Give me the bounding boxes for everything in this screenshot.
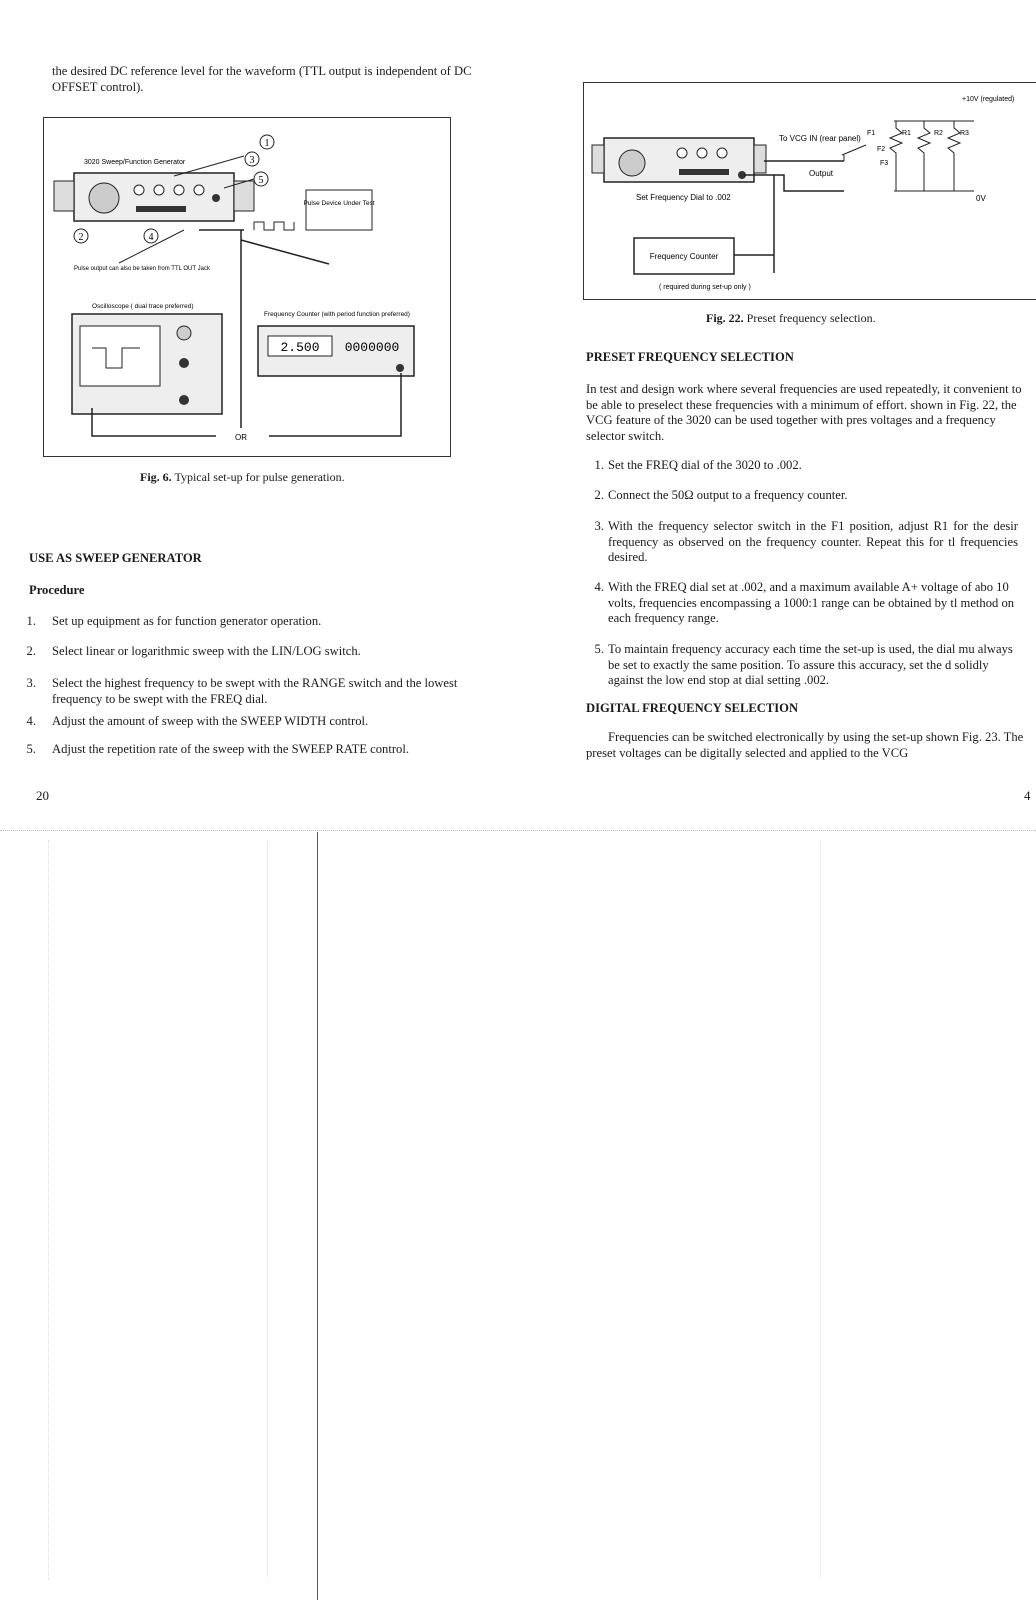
figure-22-caption-text: Preset frequency selection. xyxy=(746,311,876,325)
sweep-step-1 xyxy=(20,614,460,630)
faint-guide-3 xyxy=(820,840,821,1580)
sweep-step-2 xyxy=(20,644,460,660)
preset-paragraph: In test and design work where several frequencies are used repeatedly, it convenient to be able to preselect these frequencies with a minimum of effort. shown in Fig. 22, the VCG feature of the 3020 can be used together with pres voltages and a frequency selector switch. xyxy=(586,382,1022,443)
label-f3: F3 xyxy=(880,160,889,167)
step-number: 5. xyxy=(594,642,604,656)
callout-4: 4 xyxy=(148,232,154,243)
to-vcg-label: To VCG IN (rear panel) xyxy=(779,134,861,143)
step-text: Set the FREQ dial of the 3020 to .002. xyxy=(608,458,802,472)
digital-paragraph: Frequencies can be switched electronically by using the set-up shown Fig. 23. The preset voltages can be digitally selected and applied to the VCG xyxy=(586,730,1024,760)
callout-5: 5 xyxy=(258,175,264,186)
step-text: Select linear or logarithmic sweep with the LIN/LOG switch. xyxy=(52,644,361,658)
step-text: With the FREQ dial set at .002, and a maximum available A+ voltage of abo 10 volts, frequencies encompassing a 1000:1 range can be obtained by tl method on each frequency range. xyxy=(608,580,1015,625)
label-r1: R1 xyxy=(902,130,911,137)
scope-label: Oscilloscope ( dual trace preferred) xyxy=(92,303,194,310)
step-number: 2. xyxy=(594,488,604,502)
preset-step-2 xyxy=(588,488,1036,504)
step-number: 1. xyxy=(594,458,604,472)
label-r2: R2 xyxy=(934,130,943,137)
label-f2: F2 xyxy=(877,146,886,153)
figure-6-caption xyxy=(140,470,345,485)
zero-v-label: 0V xyxy=(976,194,986,203)
faint-guide-1 xyxy=(48,840,49,1580)
callout-1: 1 xyxy=(264,138,270,149)
step-number: 4. xyxy=(594,580,604,594)
step-text: Adjust the repetition rate of the sweep with the SWEEP RATE control. xyxy=(52,742,409,756)
step-text: With the frequency selector switch in the F1 position, adjust R1 for the desir frequency as observed on the frequency counter. Repeat this for tl frequencies desired. xyxy=(608,519,1018,564)
set-frequency-text: Set Frequency Dial to .002 xyxy=(636,193,731,202)
pulse-device-label: Pulse Device Under Test xyxy=(303,200,375,207)
page-divider xyxy=(0,830,1036,831)
figure-22-drawing xyxy=(584,83,1036,298)
faint-guide-2 xyxy=(267,840,268,1580)
page-number-right: 4 xyxy=(1024,788,1031,803)
generator-label: 3020 Sweep/Function Generator xyxy=(84,159,186,166)
counter-box-label: Frequency Counter xyxy=(649,252,719,261)
step-text: Set up equipment as for function generator operation. xyxy=(52,614,322,628)
intro-paragraph: the desired DC reference level for the waveform (TTL output is independent of DC OFFSET control). xyxy=(52,64,472,94)
or-label: OR xyxy=(235,433,247,442)
callout-2: 2 xyxy=(78,232,84,243)
required-note: ( required during set-up only ) xyxy=(659,284,751,291)
step-text: Select the highest frequency to be swept with the RANGE switch and the lowest frequency to be swept with the FREQ dial. xyxy=(52,676,458,706)
step-number: 4. xyxy=(26,714,36,728)
procedure-heading: Procedure xyxy=(29,583,85,597)
figure-22 xyxy=(583,82,1036,300)
step-number: 3. xyxy=(594,519,604,533)
step-text: To maintain frequency accuracy each time the set-up is used, the dial mu always be set to exactly the same position. To assure this accuracy, set the d solidly against the low end stop at dial setting .002. xyxy=(608,642,1013,687)
sweep-step-5 xyxy=(20,742,460,758)
step-number: 5. xyxy=(26,742,36,756)
sweep-step-3 xyxy=(20,676,460,708)
label-f1: F1 xyxy=(867,130,876,137)
page-number-left: 20 xyxy=(36,788,49,803)
supply-label: +10V (regulated) xyxy=(962,96,1015,103)
counter-digits: 0000000 xyxy=(344,340,400,355)
figure-22-caption xyxy=(706,311,876,326)
sweep-generator-heading: USE AS SWEEP GENERATOR xyxy=(29,551,202,565)
pulse-note: Pulse output can also be taken from TTL OUT Jack xyxy=(74,266,210,272)
figure-6-caption-num: Fig. 6. xyxy=(140,470,172,484)
preset-step-4 xyxy=(588,580,1036,628)
step-text: Connect the 50Ω output to a frequency counter. xyxy=(608,488,848,502)
sweep-step-4 xyxy=(20,714,460,730)
output-label: Output xyxy=(809,169,834,178)
set-frequency-label xyxy=(636,193,731,202)
label-r3: R3 xyxy=(960,130,969,137)
preset-frequency-heading: PRESET FREQUENCY SELECTION xyxy=(586,350,794,364)
step-text: Adjust the amount of sweep with the SWEEP WIDTH control. xyxy=(52,714,369,728)
figure-6-drawing xyxy=(44,118,449,455)
figure-22-caption-num: Fig. 22. xyxy=(706,311,744,325)
counter-display: 2.500 xyxy=(280,340,320,355)
figure-6-caption-text: Typical set-up for pulse generation. xyxy=(174,470,345,484)
preset-step-1 xyxy=(588,458,1036,474)
figure-6 xyxy=(43,117,451,457)
preset-step-3 xyxy=(588,519,1036,567)
preset-step-5 xyxy=(588,642,1036,690)
digital-frequency-heading: DIGITAL FREQUENCY SELECTION xyxy=(586,701,799,715)
step-number: 2. xyxy=(26,644,36,658)
counter-label: Frequency Counter (with period function preferred) xyxy=(264,311,410,318)
callout-3: 3 xyxy=(249,155,255,166)
bottom-binding-line xyxy=(317,832,318,1600)
step-number: 1. xyxy=(26,614,36,628)
step-number: 3. xyxy=(26,676,36,690)
